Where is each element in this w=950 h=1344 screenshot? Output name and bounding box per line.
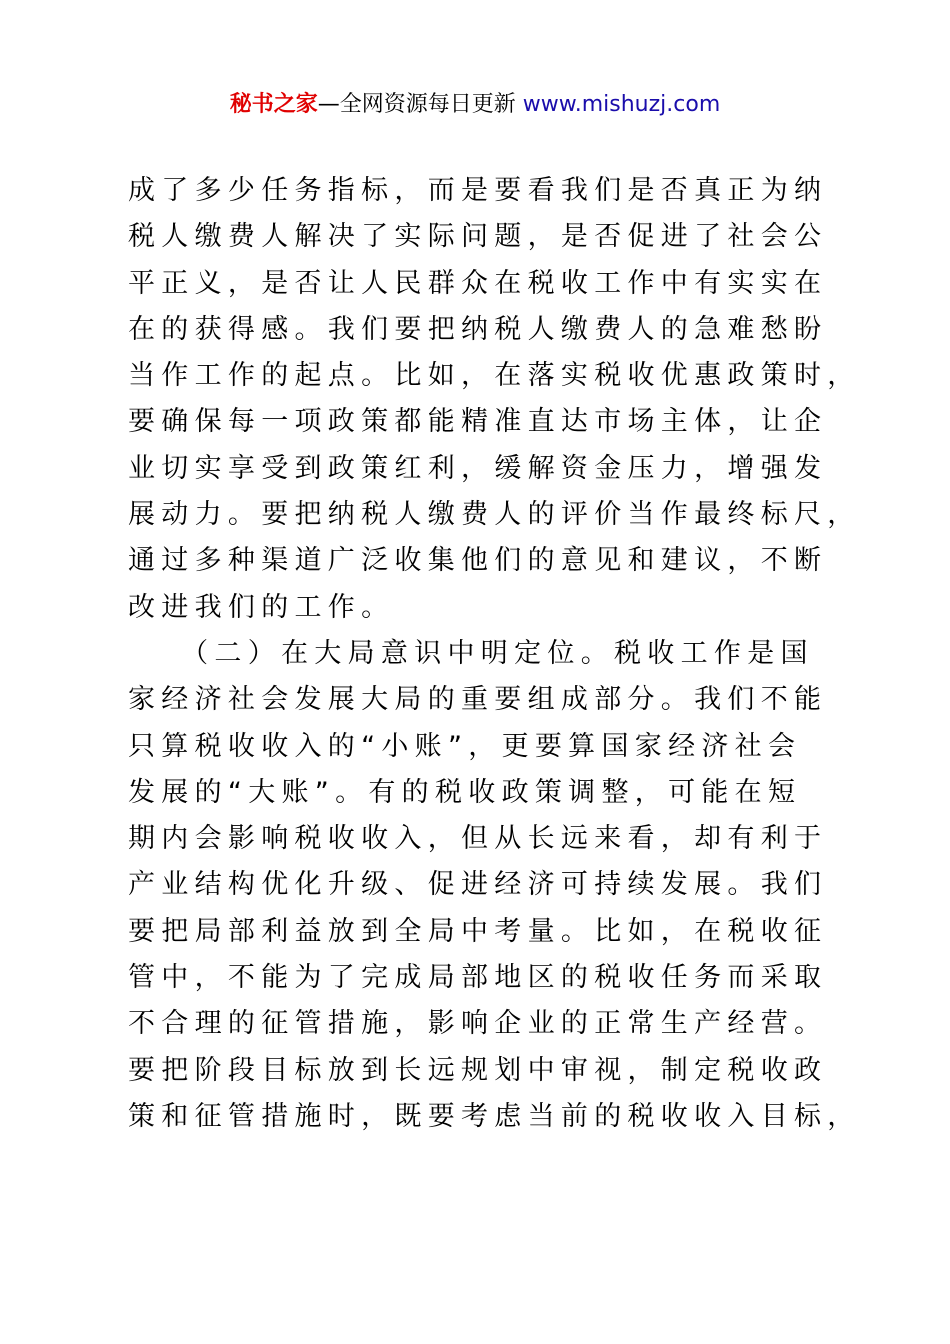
text-line: 期内会影响税收收入，但从长远来看，却有利于 xyxy=(128,823,828,855)
text-line: 成了多少任务指标，而是要看我们是否真正为纳 xyxy=(128,175,828,206)
text-line: 业切实享受到政策红利，缓解资金压力，增强发 xyxy=(128,452,828,484)
text-line: 通过多种渠道广泛收集他们的意见和建议，不断 xyxy=(128,545,828,577)
text-line: 要把局部利益放到全局中考量。比如，在税收征 xyxy=(128,915,828,947)
document-body xyxy=(128,168,861,1140)
text-line: 只算税收收入的“小账”，更要算国家经济社会 xyxy=(128,730,802,762)
text-line: 家经济社会发展大局的重要组成部分。我们不能 xyxy=(128,684,828,716)
text-line: 改进我们的工作。 xyxy=(128,591,395,623)
text-line: 当作工作的起点。比如，在落实税收优惠政策时， xyxy=(128,360,861,392)
text-line: 不合理的征管措施，影响企业的正常生产经营。 xyxy=(128,1008,828,1040)
site-header xyxy=(0,89,950,121)
site-url-link[interactable]: www.mishuzj.com xyxy=(522,92,721,117)
text-line: 平正义，是否让人民群众在税收工作中有实实在 xyxy=(128,267,828,299)
text-line: 要确保每一项政策都能精准直达市场主体，让企 xyxy=(128,406,828,438)
text-line: 要把阶段目标放到长远规划中审视，制定税收政 xyxy=(128,1054,828,1086)
text-line: 在的获得感。我们要把纳税人缴费人的急难愁盼 xyxy=(128,313,828,345)
section-heading-line: （二）在大局意识中明定位。税收工作是国 xyxy=(128,637,814,669)
text-line: 管中，不能为了完成局部地区的税收任务而采取 xyxy=(128,962,828,994)
text-line: 税人缴费人解决了实际问题，是否促进了社会公 xyxy=(128,221,828,253)
text-line: 策和征管措施时，既要考虑当前的税收收入目标， xyxy=(128,1100,861,1132)
site-brand: 秘书之家 xyxy=(229,92,318,117)
text-line: 发展的“大账”。有的税收政策调整，可能在短 xyxy=(128,776,802,808)
text-line: 产业结构优化升级、促进经济可持续发展。我们 xyxy=(128,869,828,901)
text-line: 展动力。要把纳税人缴费人的评价当作最终标尺， xyxy=(128,499,861,531)
site-tagline: —全网资源每日更新 xyxy=(317,92,523,117)
